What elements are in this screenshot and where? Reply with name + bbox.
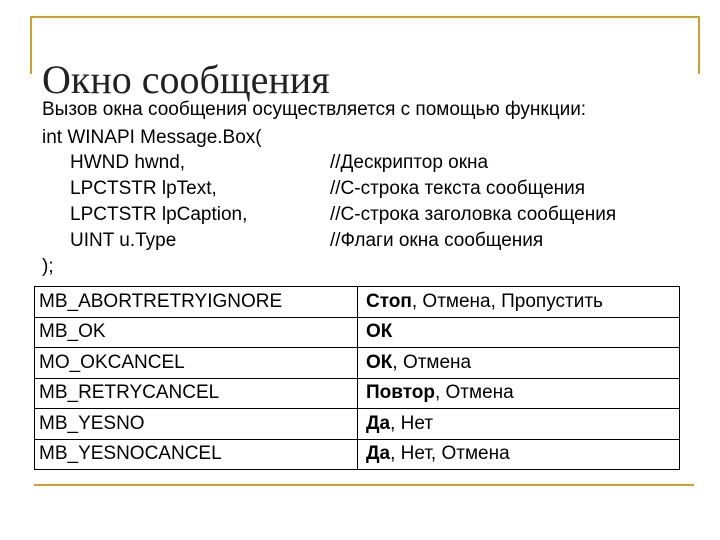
buttons-cell [358,378,680,409]
flag-cell: MB_OK [35,317,358,348]
code-closing: ); [42,256,54,277]
code-param-comment: //C-строка заголовка сообщения [330,204,617,225]
buttons-cell [358,317,680,348]
flag-cell: MB_RETRYCANCEL [35,378,358,409]
decor-bottom-line [34,484,694,486]
buttons-cell [358,348,680,379]
decor-vertical-line [30,16,32,74]
table-row [35,378,680,409]
code-param-decl: LPCTSTR lpCaption, [70,204,248,225]
code-signature: int WINAPI Message.Box( [42,127,262,148]
code-param-decl: UINT u.Type [70,230,177,251]
table-row [35,439,680,470]
decor-top-line [30,16,700,18]
messagebox-flags-table [34,286,680,470]
decor-right-line [698,16,700,74]
buttons-cell [358,409,680,440]
buttons-bold: ОК [366,351,393,373]
flag-cell: MB_ABORTRETRYIGNORE [35,287,358,318]
table-row [35,348,680,379]
subtitle: Вызов окна сообщения осуществляется с помощью функции: [42,99,587,120]
code-param-decl: LPCTSTR lpText, [70,178,217,199]
buttons-rest: , Нет [390,412,434,434]
buttons-rest: , Отмена, Пропустить [411,290,603,312]
buttons-cell [358,439,680,470]
buttons-rest: , Отмена [434,382,514,404]
page-title: Окно сообщения [42,57,330,102]
buttons-bold: Стоп [366,290,412,312]
buttons-rest: , Нет, Отмена [390,443,510,465]
flag-cell: MB_YESNO [35,409,358,440]
buttons-bold: Повтор [366,382,435,404]
table-row [35,287,680,318]
buttons-bold: Да [366,443,391,465]
table-row [35,317,680,348]
code-param-comment: //C-строка текста сообщения [330,178,586,199]
table-row [35,409,680,440]
code-param-comment: //Дескриптор окна [330,152,489,173]
buttons-bold: Да [366,412,391,434]
code-param-comment: //Флаги окна сообщения [330,230,544,251]
buttons-rest: , Отмена [392,351,472,373]
code-param-decl: HWND hwnd, [70,152,186,173]
flag-cell: MO_OKCANCEL [35,348,358,379]
buttons-bold: ОК [366,321,393,343]
flag-cell: MB_YESNOCANCEL [35,439,358,470]
buttons-cell [358,287,680,318]
